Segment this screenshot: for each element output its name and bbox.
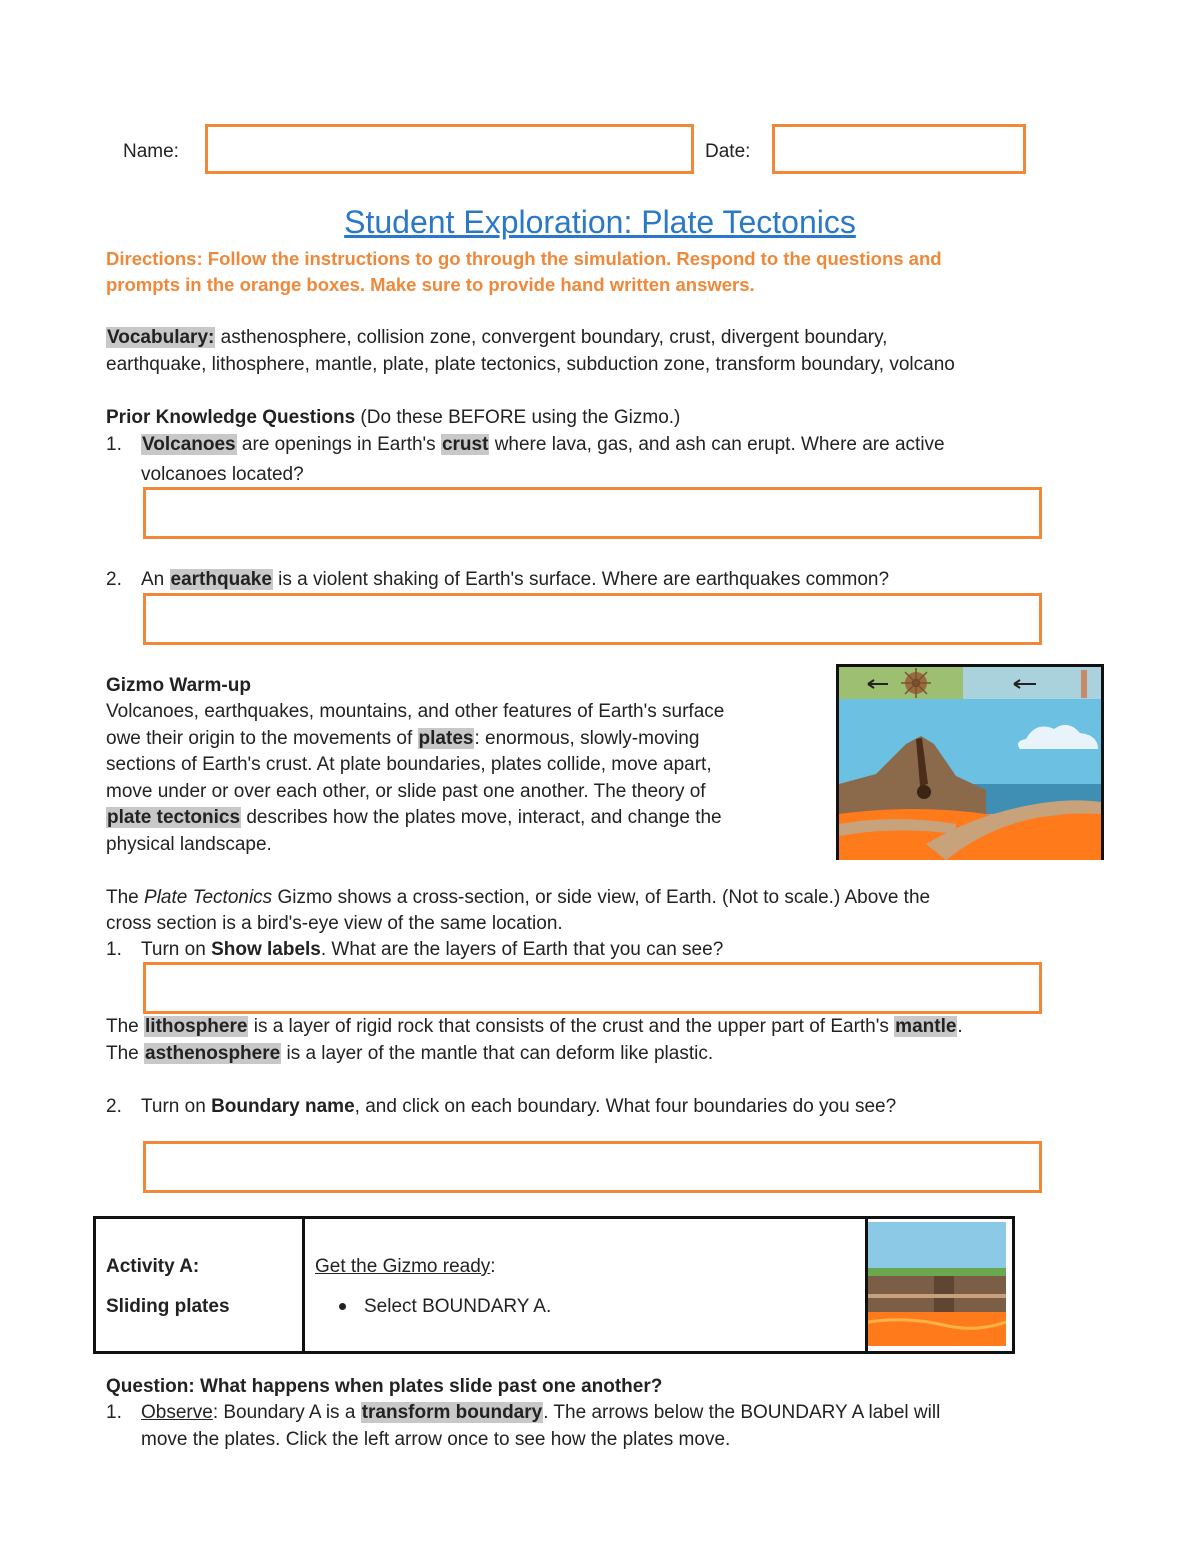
warmup-line-1: Volcanoes, earthquakes, mountains, and other features of Earth's surface xyxy=(106,701,725,722)
term-transform-boundary: transform boundary xyxy=(361,1402,543,1423)
asthenosphere-definition xyxy=(106,1041,713,1067)
p3a: The xyxy=(106,1016,145,1037)
term-volcanoes: Volcanoes xyxy=(142,434,236,455)
term-lithosphere: lithosphere xyxy=(145,1016,248,1037)
question-heading-text: Question: What happens when plates slide past one another? xyxy=(106,1376,663,1397)
vocabulary-line-2: earthquake, lithosphere, mantle, plate, plate tectonics, subduction zone, transform boundary, volcano xyxy=(106,354,955,375)
subduction-volcano-illustration xyxy=(836,664,1104,860)
answer-box-prior-q1[interactable] xyxy=(143,487,1042,539)
p3b: is a layer of rigid rock that consists of the crust and the upper part of Earth's xyxy=(248,1016,895,1037)
p3l2b: is a layer of the mantle that can deform like plastic. xyxy=(281,1043,714,1064)
question-q1-line-2: move the plates. Click the left arrow once to see how the plates move. xyxy=(141,1429,731,1450)
prior-q1-t1: are openings in Earth's xyxy=(236,434,441,455)
directions xyxy=(106,246,1106,298)
activity-a-table xyxy=(93,1216,1015,1354)
qq1-t1: . The arrows below the BOUNDARY A label will xyxy=(543,1402,941,1423)
date-input[interactable] xyxy=(772,124,1026,174)
prior-heading-text: Prior Knowledge Questions xyxy=(106,407,356,428)
warmup-line-6: physical landscape. xyxy=(106,834,272,855)
p2a: The xyxy=(106,887,145,908)
p3c: . xyxy=(957,1016,963,1037)
warmup-l5b: describes how the plates move, interact, and change the xyxy=(241,807,722,828)
lithosphere-definition xyxy=(106,1014,963,1040)
activity-label: Activity A: xyxy=(106,1256,200,1277)
warmup-line-3: sections of Earth's crust. At plate boundaries, plates collide, move apart, xyxy=(106,754,712,775)
warmup-heading xyxy=(106,673,251,699)
term-mantle: mantle xyxy=(895,1016,957,1037)
term-crust: crust xyxy=(441,434,489,455)
prior-q2-text xyxy=(141,567,889,593)
gizmo-ready-text: Get the Gizmo ready xyxy=(315,1256,491,1277)
directions-line-1: Directions: Follow the instructions to go through the simulation. Respond to the questions and xyxy=(106,248,942,269)
question-q1-text xyxy=(141,1400,940,1426)
name-label: Name: xyxy=(123,141,179,162)
answer-box-prior-q2[interactable] xyxy=(143,593,1042,645)
prior-knowledge-heading xyxy=(106,405,680,431)
gizmo-description-line-1 xyxy=(106,885,930,911)
question-heading xyxy=(106,1374,662,1400)
qq1-t0: : Boundary A is a xyxy=(212,1402,361,1423)
warmup-q1-text xyxy=(141,937,723,963)
prior-q1-text xyxy=(141,432,945,458)
vocabulary-line-1 xyxy=(106,325,887,351)
term-earthquake: earthquake xyxy=(170,569,272,590)
activity-instructions-cell xyxy=(304,1218,867,1353)
gizmo-ready-colon: : xyxy=(490,1256,496,1277)
warmup-line-5 xyxy=(106,805,722,831)
wq2-t1: , and click on each boundary. What four boundaries do you see? xyxy=(354,1096,897,1117)
name-input[interactable] xyxy=(205,124,694,174)
transform-boundary-illustration xyxy=(868,1222,1006,1346)
warmup-line-4: move under or over each other, or slide past one another. The theory of xyxy=(106,781,706,802)
activity-image-cell xyxy=(867,1218,1014,1353)
activity-title: Sliding plates xyxy=(106,1296,230,1317)
warmup-q2-number: 2. xyxy=(106,1096,122,1117)
term-plate-tectonics: plate tectonics xyxy=(107,807,241,828)
vocabulary-label: Vocabulary: xyxy=(107,327,215,348)
gizmo-description-line-2: cross section is a bird's-eye view of the same location. xyxy=(106,913,563,934)
activity-label-cell xyxy=(95,1218,304,1353)
directions-line-2: prompts in the orange boxes. Make sure to provide hand written answers. xyxy=(106,274,755,295)
warmup-l2b: : enormous, slowly-moving xyxy=(474,728,700,749)
p2b: Gizmo shows a cross-section, or side view, of Earth. (Not to scale.) Above the xyxy=(272,887,931,908)
prior-q2-number: 2. xyxy=(106,569,122,590)
bullet-text: Select BOUNDARY A. xyxy=(364,1296,552,1317)
vocabulary-terms-1: asthenosphere, collision zone, convergent boundary, crust, divergent boundary, xyxy=(215,327,888,348)
question-q1-number: 1. xyxy=(106,1402,122,1423)
prior-q1-line-2: volcanoes located? xyxy=(141,464,304,485)
prior-q2-t1: is a violent shaking of Earth's surface. Where are earthquakes common? xyxy=(272,569,890,590)
warmup-l2a: owe their origin to the movements of xyxy=(106,728,418,749)
page-title: Student Exploration: Plate Tectonics xyxy=(344,204,856,240)
answer-box-warmup-q2[interactable] xyxy=(143,1141,1042,1193)
bullet-select-boundary-a xyxy=(339,1295,551,1319)
p3l2a: The xyxy=(106,1043,145,1064)
date-label: Date: xyxy=(705,141,751,162)
wq2-t0: Turn on xyxy=(141,1096,212,1117)
warmup-q2-text xyxy=(141,1094,896,1120)
observe-label: Observe xyxy=(141,1402,213,1423)
term-asthenosphere: asthenosphere xyxy=(145,1043,281,1064)
wq1-t0: Turn on xyxy=(141,939,212,960)
prior-q1-t2: where lava, gas, and ash can erupt. Where are active xyxy=(489,434,945,455)
show-labels-term: Show labels xyxy=(211,939,321,960)
bullet-icon xyxy=(339,1303,346,1310)
boundary-name-term: Boundary name xyxy=(211,1096,355,1117)
term-plates: plates xyxy=(418,728,474,749)
wq1-t1: . What are the layers of Earth that you can see? xyxy=(320,939,724,960)
prior-q2-t0: An xyxy=(141,569,170,590)
warmup-line-2 xyxy=(106,726,699,752)
warmup-heading-text: Gizmo Warm-up xyxy=(106,675,251,696)
warmup-q1-number: 1. xyxy=(106,939,122,960)
prior-note: (Do these BEFORE using the Gizmo.) xyxy=(355,407,681,428)
answer-box-warmup-q1[interactable] xyxy=(143,962,1042,1014)
volcano-birdseye-icon xyxy=(901,668,931,698)
prior-q1-number: 1. xyxy=(106,434,122,455)
gizmo-name: Plate Tectonics xyxy=(144,887,273,908)
gizmo-ready xyxy=(315,1255,496,1279)
